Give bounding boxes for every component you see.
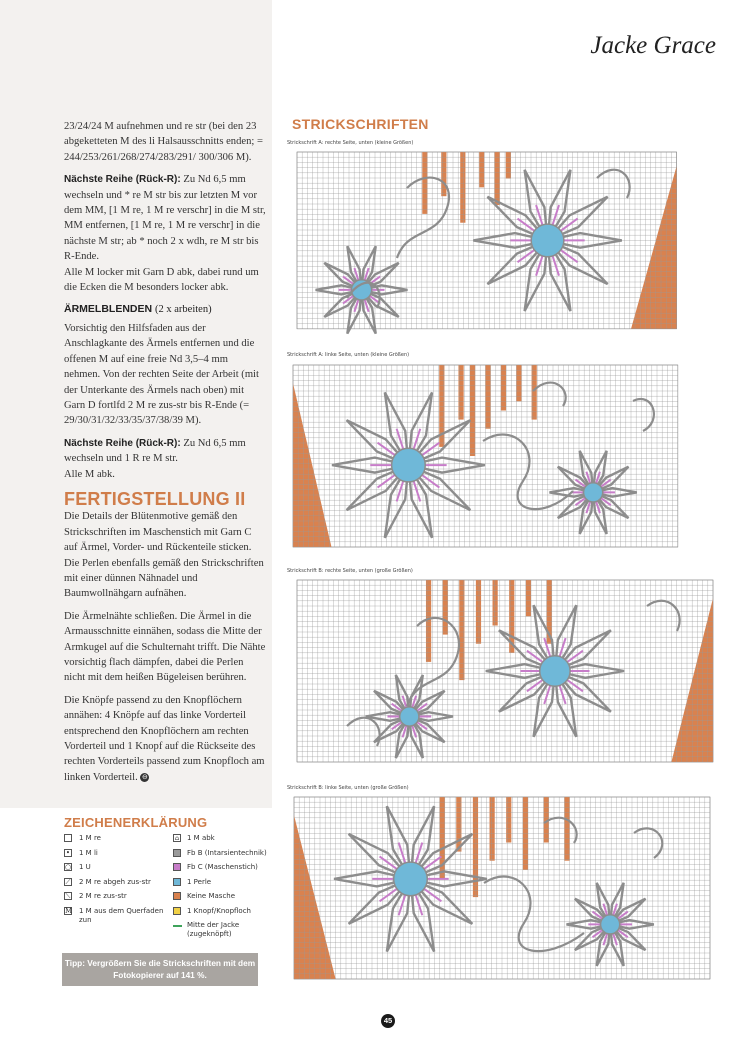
legend-symbol (64, 834, 72, 842)
charts-section-title: STRICKSCHRIFTEN (292, 116, 429, 132)
legend-label: Mitte der Jacke (zugeknöpft) (187, 921, 240, 938)
chart-grid (287, 576, 726, 774)
cast-off-stripe (564, 797, 569, 861)
row-numbers (678, 152, 686, 329)
instruction-paragraph: Vorsichtig den Hilfsfaden aus der Anschlagkante des Ärmels entfernen und die offenen M auf eine freie Nd 3,5–4 mm nehmen. Von der rechten Seite der Arbeit (mit der Unterkante des Ärmels nach oben) mit Garn D fortlfd 2 M re zus-str bis R-Ende (= 29/30/31/32/33/35/37/38/39 M). (64, 322, 259, 427)
chart-grid (287, 148, 688, 340)
legend-label: 1 Perle (187, 877, 212, 886)
instruction-paragraph: Die Ärmelnähte schließen. Die Ärmel in die Armausschnitte einnähen, sodass die Mitte der Armkugel auf die Schulternaht trifft. Die Nähte vorsichtig flach dämpfen, dabei die Perlen nicht mit dem heißen Bügeleisen berühren. (64, 610, 266, 684)
instruction-paragraph (64, 436, 266, 482)
cast-off-stripe (490, 797, 495, 861)
cast-off-stripe (476, 580, 481, 644)
page-title: Jacke Grace (590, 32, 716, 59)
legend-label: 1 U (79, 863, 91, 871)
instructions-column (64, 119, 266, 792)
instruction-paragraph: 23/24/24 M aufnehmen und re str (bei den 23 abgeketteten M des li Halsausschnitts enden; = 244/253/261/268/274/283/291/ 300/306 M). (64, 121, 263, 163)
instruction-text: Alle M locker mit Garn D abk, dabei rund um die Ecken die M besonders locker abk. (64, 266, 259, 294)
cast-off-stripe (485, 365, 490, 429)
cast-off-stripe (426, 580, 431, 662)
row-numbers (711, 797, 719, 979)
legend-swatch (173, 925, 182, 927)
flower-center (584, 483, 603, 502)
legend-symbol: • (65, 848, 71, 857)
cast-off-stripe (493, 580, 498, 626)
flower-center (601, 915, 620, 934)
legend-title: ZEICHENERKLÄRUNG (64, 815, 208, 830)
legend-label: 1 M abk (187, 834, 215, 842)
section-heading-sleeve (64, 302, 266, 317)
instruction-text: Zu Nd 6,5 mm wechseln und 1 R re M str. (64, 437, 246, 465)
grid-lines (297, 580, 713, 762)
cast-off-stripe (516, 365, 521, 401)
flower-center (540, 656, 570, 686)
cast-off-stripe (501, 365, 506, 411)
cast-off-stripe (441, 152, 446, 196)
row-numbers (714, 580, 722, 762)
legend-label: 1 M li (79, 848, 98, 857)
row-numbers (679, 365, 687, 547)
cast-off-stripe (470, 365, 475, 456)
legend-swatch (173, 863, 181, 871)
grid-lines (294, 797, 710, 979)
tip-box (62, 953, 258, 986)
legend-swatch: ⌂ (174, 835, 180, 842)
legend-swatch (173, 892, 181, 900)
legend-symbol: ⟍ (65, 892, 71, 900)
knitting-chart-a-right (287, 148, 688, 340)
legend-swatch (173, 849, 181, 857)
legend-label: 2 M re abgeh zus-str (79, 877, 151, 886)
legend (64, 815, 272, 830)
flower-center (531, 224, 564, 257)
heading-note: (2 x arbeiten) (155, 304, 212, 316)
instruction-text: Zu Nd 6,5 mm wechseln und * re M str bis zur letzten M vor dem MM, [1 M re, 1 M re verschr] in die M str, MM entfernen, [1 M re, 1 M re verschr] in die nächste M str; ab * noch 2 x wdh, re M str bis R-Ende. (64, 174, 266, 263)
legend-label: Fb B (Intarsientechnik) (187, 848, 267, 857)
flower-center (400, 707, 419, 726)
chart-label: Strickschrift B: linke Seite, unten (große Größen) (287, 785, 409, 791)
chart-grid (283, 361, 691, 559)
cast-off-stripe (526, 580, 531, 616)
chart-label: Strickschrift A: linke Seite, unten (kleine Größen) (287, 352, 410, 358)
cast-off-stripe (460, 152, 465, 223)
flower-center (392, 448, 426, 482)
instruction-text: Die Knöpfe passend zu den Knopflöchern annähen: 4 Knöpfe auf das linke Vorderteil entsprechend den Knopflöchern am rechten Vorderteil und 1 Knopf auf die Rückseite des rechten Vorderteils passend zum Knopfloch am linken Vorderteil. (64, 694, 265, 783)
instruction-paragraph (64, 172, 266, 295)
legend-swatch (173, 907, 181, 915)
legend-swatch (173, 878, 181, 886)
cast-off-stripe (494, 152, 499, 205)
chart-grid (284, 793, 724, 990)
legend-symbol: ⟋ (65, 877, 71, 886)
knitting-chart-a-left (283, 361, 691, 559)
end-mark-icon: ⊖ (141, 772, 148, 781)
instruction-paragraph: Die Details der Blütenmotive gemäß den Strickschriften im Maschenstich mit Garn C auf Ärmel, Vorder- und Rückenteile sticken. Die Perlen ebenfalls gemäß den Strickschriften mit einer dünnen Nähnadel und Baumwollnähgarn aufnähen. (64, 511, 264, 600)
heading-text: ÄRMELBLENDEN (64, 303, 153, 316)
row-heading: Nächste Reihe (Rück-R): (64, 174, 181, 186)
page-number: 45 (381, 1014, 395, 1028)
cast-off-stripe (422, 152, 427, 214)
cast-off-stripe (443, 580, 448, 635)
legend-label: 1 Knopf/Knopfloch (187, 906, 251, 915)
knitting-chart-b-left (284, 793, 724, 990)
legend-symbol: ○ (65, 863, 72, 871)
instruction-paragraph (64, 693, 266, 785)
legend-label: 1 M re (79, 834, 101, 842)
flower-center (394, 862, 428, 896)
legend-label: 1 M aus dem Querfaden zun (79, 906, 164, 924)
chart-label: Strickschrift B: rechte Seite, unten (große Größen) (287, 568, 413, 574)
cast-off-stripe (459, 580, 464, 680)
legend-symbol: M (65, 906, 73, 915)
tip-text: Tipp: Vergrößern Sie die Strickschriften mit dem Fotokopierer auf 141 %. (64, 958, 256, 980)
section-heading-finishing: FERTIGSTELLUNG II (64, 488, 246, 509)
cast-off-stripe (506, 797, 511, 843)
row-heading: Nächste Reihe (Rück-R): (64, 437, 181, 449)
chart-label: Strickschrift A: rechte Seite, unten (kleine Größen) (287, 140, 414, 146)
legend-label: 2 M re zus-str (79, 892, 127, 900)
legend-label: Keine Masche (187, 892, 236, 900)
cast-off-stripe (456, 797, 461, 852)
knitting-chart-b-right (287, 576, 726, 774)
legend-label: Fb C (Maschenstich) (187, 863, 258, 871)
instruction-text: Alle M abk. (64, 468, 115, 480)
